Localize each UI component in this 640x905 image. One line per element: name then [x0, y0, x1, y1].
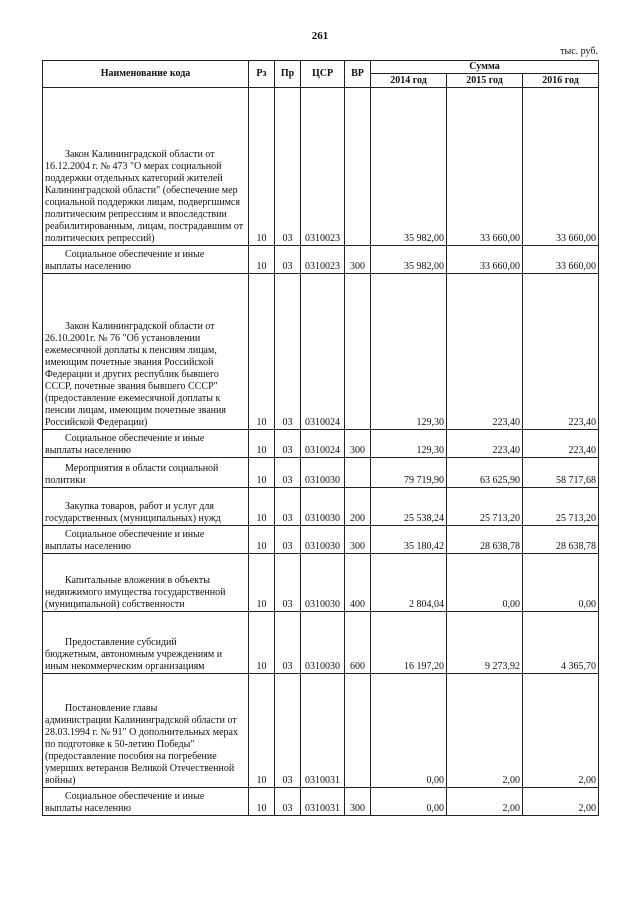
cell-y2014: 35 982,00	[371, 246, 447, 274]
row-name-first-line: Закон Калининградской области от	[65, 149, 215, 160]
row-name-rest: 26.10.2001г. № 76 "Об установлении ежемесячной доплаты к пенсиям лицам, имеющим почетные звания Российской Федерации и других республик бывшего СССР, почетные звания бывшего СССР" (предоставление ежемесячной доплаты к пенсии лицам, имеющим почетные звания Российской Федерации)	[45, 333, 226, 428]
cell-y2015: 28 638,78	[447, 526, 523, 554]
row-name	[43, 612, 249, 674]
cell-vr: 300	[345, 430, 371, 458]
cell-y2014: 25 538,24	[371, 488, 447, 526]
cell-y2016: 58 717,68	[523, 458, 599, 488]
row-name-first-line: Социальное обеспечение и иные	[65, 791, 205, 802]
cell-y2015: 63 625,90	[447, 458, 523, 488]
table-row	[43, 430, 599, 458]
cell-csr: 0310030	[301, 526, 345, 554]
row-name	[43, 788, 249, 816]
table-row	[43, 88, 599, 246]
table-row	[43, 488, 599, 526]
cell-y2014: 0,00	[371, 674, 447, 788]
cell-pr: 03	[275, 788, 301, 816]
cell-y2014: 35 180,42	[371, 526, 447, 554]
cell-rz: 10	[249, 88, 275, 246]
cell-y2016: 25 713,20	[523, 488, 599, 526]
row-name-first-line: Закон Калининградской области от	[65, 321, 215, 332]
row-name	[43, 274, 249, 430]
row-name-first-line: Мероприятия в области социальной	[65, 463, 219, 474]
cell-vr	[345, 458, 371, 488]
cell-pr: 03	[275, 274, 301, 430]
cell-csr: 0310030	[301, 554, 345, 612]
table-row	[43, 612, 599, 674]
row-name-rest: политики	[45, 475, 86, 486]
cell-vr: 600	[345, 612, 371, 674]
table-row	[43, 788, 599, 816]
row-name-rest: выплаты населению	[45, 803, 131, 814]
header-2014: 2014 год	[371, 74, 447, 88]
cell-y2016: 4 365,70	[523, 612, 599, 674]
cell-pr: 03	[275, 458, 301, 488]
cell-pr: 03	[275, 526, 301, 554]
cell-y2014: 16 197,20	[371, 612, 447, 674]
row-name-first-line: Социальное обеспечение и иные	[65, 433, 205, 444]
cell-csr: 0310023	[301, 88, 345, 246]
cell-pr: 03	[275, 488, 301, 526]
table-row	[43, 526, 599, 554]
row-name-first-line: Капитальные вложения в объекты	[65, 575, 210, 586]
cell-rz: 10	[249, 554, 275, 612]
table-row	[43, 274, 599, 430]
cell-csr: 0310024	[301, 274, 345, 430]
cell-pr: 03	[275, 88, 301, 246]
header-rz: Рз	[249, 61, 275, 88]
cell-y2014: 129,30	[371, 430, 447, 458]
cell-rz: 10	[249, 526, 275, 554]
cell-y2016: 33 660,00	[523, 88, 599, 246]
table-row	[43, 674, 599, 788]
table-row	[43, 458, 599, 488]
header-csr: ЦСР	[301, 61, 345, 88]
header-vr: ВР	[345, 61, 371, 88]
cell-rz: 10	[249, 788, 275, 816]
cell-csr: 0310030	[301, 488, 345, 526]
cell-vr: 400	[345, 554, 371, 612]
cell-csr: 0310023	[301, 246, 345, 274]
cell-y2016: 2,00	[523, 674, 599, 788]
cell-vr	[345, 88, 371, 246]
budget-table	[42, 60, 599, 816]
cell-rz: 10	[249, 488, 275, 526]
page-number: 261	[311, 30, 329, 42]
row-name-rest: бюджетным, автономным учреждениям и иным некоммерческим организациям	[45, 649, 223, 672]
cell-pr: 03	[275, 554, 301, 612]
row-name	[43, 88, 249, 246]
cell-vr: 300	[345, 526, 371, 554]
row-name	[43, 458, 249, 488]
row-name-first-line: Социальное обеспечение и иные	[65, 529, 205, 540]
cell-y2016: 223,40	[523, 430, 599, 458]
cell-vr	[345, 274, 371, 430]
units-label: тыс. руб.	[560, 46, 598, 57]
row-name-rest: выплаты населению	[45, 261, 131, 272]
header-2015: 2015 год	[447, 74, 523, 88]
cell-y2016: 33 660,00	[523, 246, 599, 274]
row-name-first-line: Социальное обеспечение и иные	[65, 249, 205, 260]
cell-rz: 10	[249, 246, 275, 274]
row-name-rest: выплаты населению	[45, 541, 131, 552]
cell-csr: 0310024	[301, 430, 345, 458]
cell-y2015: 2,00	[447, 788, 523, 816]
cell-y2016: 28 638,78	[523, 526, 599, 554]
cell-vr: 300	[345, 246, 371, 274]
cell-pr: 03	[275, 246, 301, 274]
cell-vr	[345, 674, 371, 788]
cell-rz: 10	[249, 430, 275, 458]
cell-vr: 200	[345, 488, 371, 526]
row-name-first-line: Закупка товаров, работ и услуг для	[65, 501, 214, 512]
header-2016: 2016 год	[523, 74, 599, 88]
cell-y2014: 79 719,90	[371, 458, 447, 488]
cell-rz: 10	[249, 674, 275, 788]
cell-y2015: 0,00	[447, 554, 523, 612]
row-name	[43, 554, 249, 612]
row-name	[43, 526, 249, 554]
cell-vr: 300	[345, 788, 371, 816]
cell-y2015: 2,00	[447, 674, 523, 788]
cell-y2015: 223,40	[447, 430, 523, 458]
table-body	[43, 88, 599, 816]
cell-y2015: 33 660,00	[447, 88, 523, 246]
row-name-rest: государственных (муниципальных) нужд	[45, 513, 221, 524]
row-name-rest: недвижимого имущества государственной (муниципальной) собственности	[45, 587, 226, 610]
cell-csr: 0310031	[301, 674, 345, 788]
table-row	[43, 554, 599, 612]
row-name-first-line: Постановление главы	[65, 703, 158, 714]
cell-csr: 0310030	[301, 458, 345, 488]
cell-pr: 03	[275, 430, 301, 458]
cell-y2016: 223,40	[523, 274, 599, 430]
header-name: Наименование кода	[43, 61, 249, 88]
cell-y2015: 223,40	[447, 274, 523, 430]
cell-rz: 10	[249, 612, 275, 674]
cell-y2014: 0,00	[371, 788, 447, 816]
cell-pr: 03	[275, 674, 301, 788]
row-name	[43, 488, 249, 526]
cell-y2014: 35 982,00	[371, 88, 447, 246]
cell-y2015: 33 660,00	[447, 246, 523, 274]
cell-y2016: 2,00	[523, 788, 599, 816]
cell-csr: 0310031	[301, 788, 345, 816]
row-name-rest: 16.12.2004 г. № 473 "О мерах социальной поддержки отдельных категорий жителей Калининградской области" (обеспечение мер социальной поддержки лицам, подвергшимся политическим репрессиям и впоследствии реабилитированным, лицам, пострадавшим от политических репрессий)	[45, 161, 244, 244]
table-row	[43, 246, 599, 274]
cell-y2015: 9 273,92	[447, 612, 523, 674]
cell-y2014: 2 804,04	[371, 554, 447, 612]
row-name	[43, 674, 249, 788]
cell-y2014: 129,30	[371, 274, 447, 430]
row-name-first-line: Предоставление субсидий	[65, 637, 177, 648]
row-name	[43, 430, 249, 458]
cell-csr: 0310030	[301, 612, 345, 674]
row-name	[43, 246, 249, 274]
row-name-rest: выплаты населению	[45, 445, 131, 456]
cell-pr: 03	[275, 612, 301, 674]
header-sum: Сумма	[371, 61, 599, 74]
cell-y2016: 0,00	[523, 554, 599, 612]
cell-rz: 10	[249, 274, 275, 430]
cell-rz: 10	[249, 458, 275, 488]
row-name-rest: администрации Калининградской области от 28.03.1994 г. № 91" О дополнительных мерах по подготовке к 50-летию Победы" (предоставление пособия на погребение умерших ветеранов Великой Отечественной войны)	[45, 715, 238, 786]
cell-y2015: 25 713,20	[447, 488, 523, 526]
header-pr: Пр	[275, 61, 301, 88]
